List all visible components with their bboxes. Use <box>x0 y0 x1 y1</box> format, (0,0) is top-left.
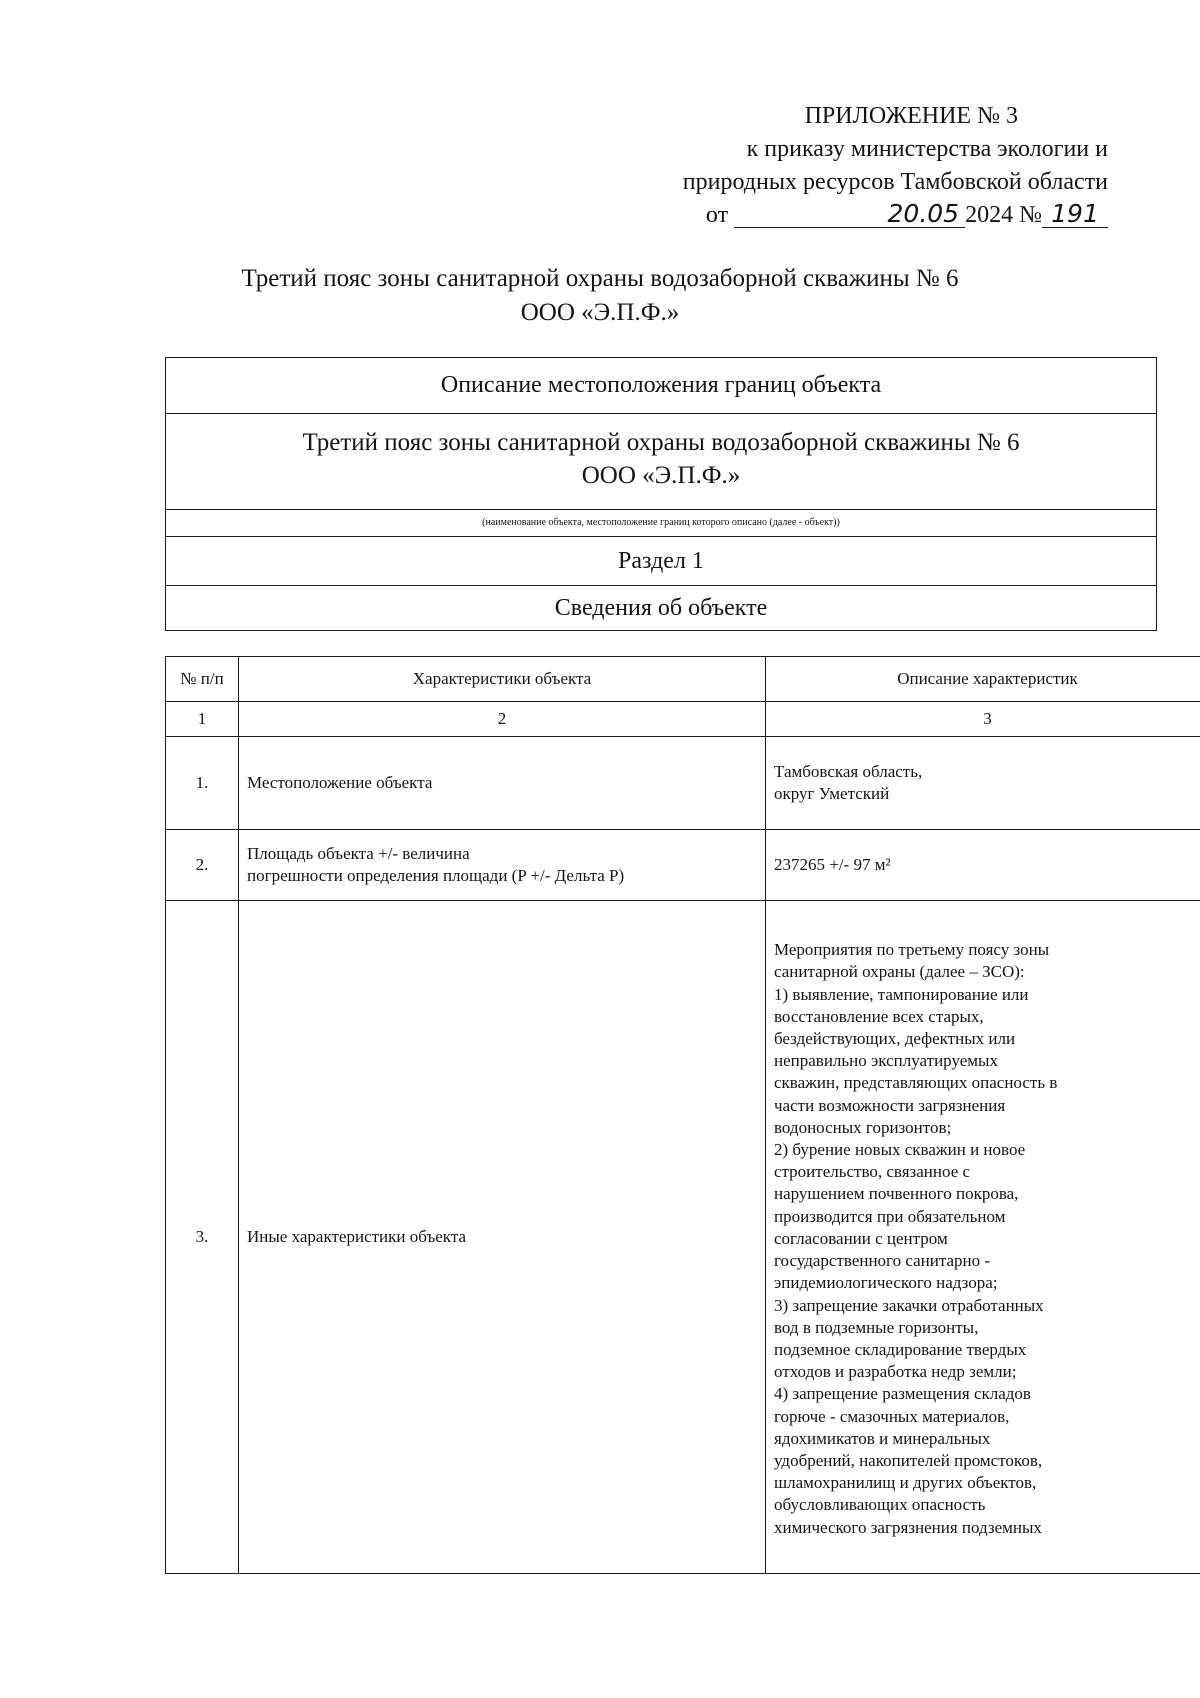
section-title: Сведения об объекте <box>554 595 768 621</box>
appendix-line-1: к приказу министерства экологии и <box>746 136 1108 162</box>
column-number-2: 2 <box>239 702 766 737</box>
appendix-line-2: природных ресурсов Тамбовской области <box>682 169 1108 195</box>
header-cell-number: № п/п <box>166 657 239 702</box>
description-header: Описание местоположения границ объекта <box>166 358 1156 414</box>
measures-line: водоносных горизонтов; <box>774 1117 952 1137</box>
measures-line: отходов и разработка недр земли; <box>774 1362 1017 1382</box>
measures-line: Мероприятия по третьему поясу зоны <box>774 940 1050 960</box>
measures-line: бездействующих, дефектных или <box>774 1029 1016 1049</box>
measures-line: скважин, представляющих опасность в <box>774 1073 1058 1093</box>
measures-line: 2) бурение новых скважин и новое <box>774 1140 1026 1160</box>
measures-line: производится при обязательном <box>774 1206 1006 1226</box>
row-description: 237265 +/- 97 м² <box>766 830 1200 901</box>
document-title <box>150 262 1050 330</box>
appendix-block <box>588 100 1108 232</box>
object-name <box>166 414 1156 510</box>
appendix-date-line <box>588 199 1108 232</box>
measures-line: эпидемиологического надзора; <box>774 1273 998 1293</box>
document-title-line-1: Третий пояс зоны санитарной охраны водозаборной скважины № 6 <box>241 265 959 292</box>
row-characteristic <box>239 830 766 901</box>
header-cell-characteristic: Характеристики объекта <box>239 657 766 702</box>
table-row <box>166 901 1200 1574</box>
handwritten-date: 20.05 <box>734 201 965 228</box>
measures-line: удобрений, накопителей промстоков, <box>774 1450 1043 1470</box>
handwritten-number: 191 <box>1042 201 1108 228</box>
appendix-title: ПРИЛОЖЕНИЕ № 3 <box>804 103 1018 129</box>
table-row <box>166 737 1200 830</box>
measures-line: восстановление всех старых, <box>774 1006 984 1026</box>
year-number-label: 2024 № <box>965 202 1042 228</box>
object-info-table <box>165 656 1200 1574</box>
column-number-row <box>166 702 1200 737</box>
header-cell-description: Описание характеристик <box>766 657 1200 702</box>
measures-line: 4) запрещение размещения складов <box>774 1384 1031 1404</box>
object-name-line-1: Третий пояс зоны санитарной охраны водозаборной скважины № 6 <box>302 429 1020 456</box>
row-number: 1. <box>166 737 239 830</box>
measures-line: химического загрязнения подземных <box>774 1517 1042 1537</box>
object-name-line-2: ООО «Э.П.Ф.» <box>581 462 741 489</box>
document-title-line-2: ООО «Э.П.Ф.» <box>520 299 680 326</box>
form-header <box>165 357 1157 631</box>
measures-line: горюче - смазочных материалов, <box>774 1406 1010 1426</box>
measures-line: 1) выявление, тампонирование или <box>774 984 1029 1004</box>
section-label: Раздел 1 <box>166 537 1156 586</box>
measures-line: 3) запрещение закачки отработанных <box>774 1295 1044 1315</box>
measures-line: неправильно эксплуатируемых <box>774 1051 998 1071</box>
measures-line: обусловливающих опасность <box>774 1495 986 1515</box>
row-characteristic: Иные характеристики объекта <box>239 901 766 1574</box>
table-header-row <box>166 657 1200 702</box>
measures-line: подземное складирование твердых <box>774 1339 1027 1359</box>
location-line-1: Тамбовская область, <box>774 762 923 781</box>
row-number: 2. <box>166 830 239 901</box>
date-prefix: от <box>705 202 729 228</box>
row-description <box>766 737 1200 830</box>
column-number-3: 3 <box>766 702 1200 737</box>
area-label-line-1: Площадь объекта +/- величина <box>247 844 470 863</box>
column-number-1: 1 <box>166 702 239 737</box>
row-characteristic: Местоположение объекта <box>239 737 766 830</box>
measures-text <box>774 939 1200 1538</box>
measures-line: согласовании с центром <box>774 1228 948 1248</box>
location-line-2: округ Уметский <box>774 784 890 803</box>
measures-line: нарушением почвенного покрова, <box>774 1184 1019 1204</box>
measures-line: шламохранилищ и других объектов, <box>774 1473 1037 1493</box>
measures-line: санитарной охраны (далее – ЗСО): <box>774 962 1025 982</box>
measures-line: ядохимикатов и минеральных <box>774 1428 991 1448</box>
area-label-line-2: погрешности определения площади (P +/- Дельта P) <box>247 866 625 885</box>
object-name-caption: (наименование объекта, местоположение границ которого описано (далее - объект)) <box>166 510 1156 537</box>
measures-line: государственного санитарно - <box>774 1251 991 1271</box>
measures-line: строительство, связанное с <box>774 1162 971 1182</box>
measures-line: вод в подземные горизонты, <box>774 1317 979 1337</box>
row-number: 3. <box>166 901 239 1574</box>
row-description <box>766 901 1200 1574</box>
table-row <box>166 830 1200 901</box>
measures-line: части возможности загрязнения <box>774 1095 1006 1115</box>
